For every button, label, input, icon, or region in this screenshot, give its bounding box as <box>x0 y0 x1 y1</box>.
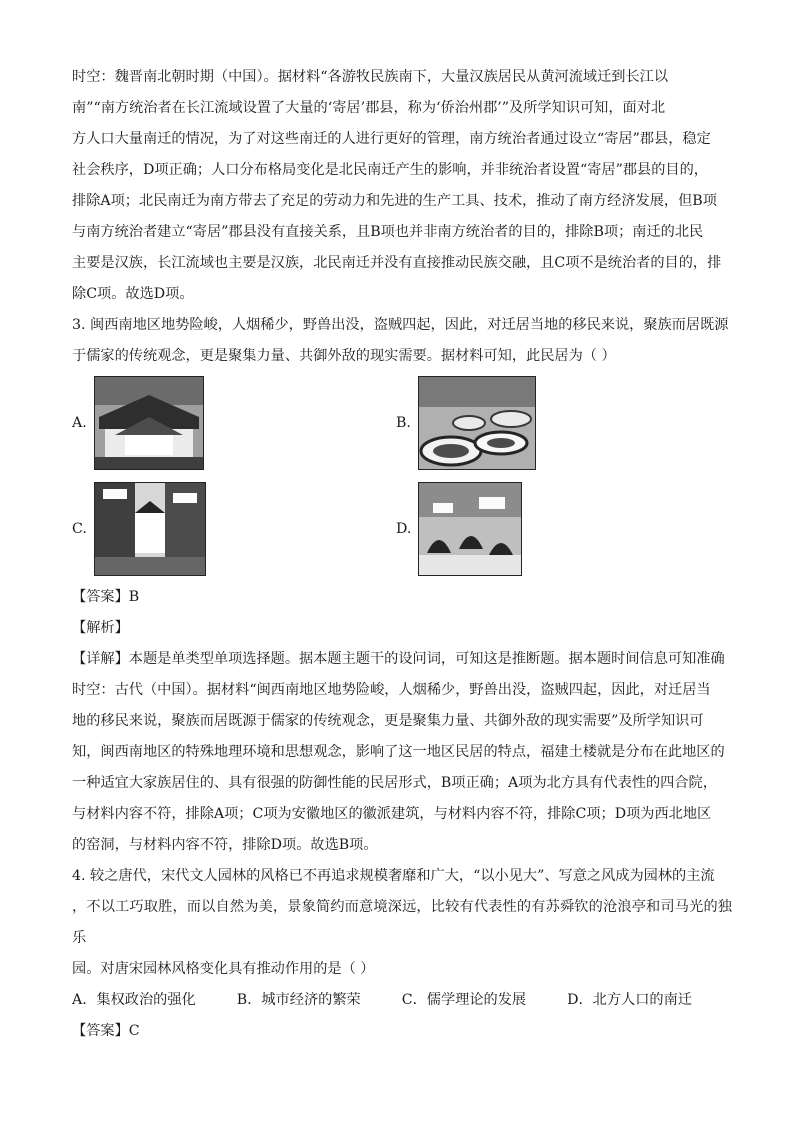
analysis-line: 知，闽西南地区的特殊地理环境和思想观念，影响了这一地区民居的特点，福建土楼就是分布在此地区的 <box>72 744 725 760</box>
analysis-line: 与材料内容不符，排除A项；C项为安徽地区的徽派建筑，与材料内容不符，排除C项；D项为西北地区 <box>72 806 712 822</box>
intro-paragraph <box>72 62 732 310</box>
question-stem-line: ，不以工巧取胜，而以自然为美，景象简约而意境深远，比较有代表性的有苏舜钦的沧浪亭和司马光的独乐 <box>72 899 732 946</box>
option-c[interactable] <box>72 482 206 576</box>
analysis-line: 一种适宜大家族居住的、具有很强的防御性能的民居形式，B项正确；A项为北方具有代表性的四合院， <box>72 775 717 791</box>
text-line: 除C项。故选D项。 <box>72 286 194 302</box>
analysis-title: 【解析】 <box>72 620 129 636</box>
option-label: B. <box>396 414 411 431</box>
option-row <box>72 985 692 1016</box>
question-stem-line: 4. 较之唐代，宋代文人园林的风格已不再追求规模奢靡和广大，“以小见大”、写意之风成为园林的主流 <box>72 868 715 884</box>
answer-line: 【答案】C <box>72 1023 140 1039</box>
text-line: 排除A项；北民南迁为南方带去了充足的劳动力和先进的生产工具、技术，推动了南方经济发展，但B项 <box>72 193 717 209</box>
analysis-line: 【详解】本题是单类型单项选择题。据本题主题干的设问词，可知这是推断题。据本题时间信息可知准确 <box>72 651 725 667</box>
analysis-line: 地的移民来说，聚族而居既源于儒家的传统观念，更是聚集力量、共御外敌的现实需要”及所学知识可 <box>72 713 704 729</box>
text-line: 时空：魏晋南北朝时期（中国）。据材料“各游牧民族南下，大量汉族居民从黄河流域迁到长江以 <box>72 69 669 85</box>
option-c[interactable]: C．儒学理论的发展 <box>401 992 527 1008</box>
option-label: C. <box>72 520 87 537</box>
option-a[interactable]: A．集权政治的强化 <box>72 992 196 1008</box>
option-label: D. <box>396 520 412 537</box>
question-3 <box>72 310 732 861</box>
huizhou-architecture-photo <box>94 482 206 576</box>
question-stem-line: 园。对唐宋园林风格变化具有推动作用的是（ ） <box>72 961 375 977</box>
text-line: 社会秩序，D项正确；人口分布格局变化是北民南迁产生的影响，并非统治者设置“寄居”郡县的目的， <box>72 162 708 178</box>
answer-line: 【答案】B <box>72 589 140 605</box>
option-d[interactable] <box>396 482 522 576</box>
question-stem-line: 于儒家的传统观念，更是聚集力量、共御外敌的现实需要。据材料可知，此民居为（ ） <box>72 348 616 364</box>
text-line: 与南方统治者建立“寄居”郡县没有直接关系，且B项也并非南方统治者的目的，排除B项；南迁的北民 <box>72 224 704 240</box>
document-page <box>72 62 732 1047</box>
analysis-line: 时空：古代（中国）。据材料“闽西南地区地势险峻，人烟稀少，野兽出没，盗贼四起，因此，对迁居当 <box>72 682 711 698</box>
option-image-grid <box>72 376 732 580</box>
text-line: 方人口大量南迁的情况，为了对这些南迁的人进行更好的管理，南方统治者通过设立“寄居”郡县，稳定 <box>72 131 711 147</box>
option-b[interactable]: B．城市经济的繁荣 <box>236 992 361 1008</box>
question-4 <box>72 861 732 1047</box>
option-label: A. <box>72 414 87 431</box>
tulou-photo <box>418 376 536 470</box>
courtyard-house-photo <box>94 376 204 470</box>
analysis-line: 的窑洞，与材料内容不符，排除D项。故选B项。 <box>72 837 378 853</box>
question-stem-line: 3. 闽西南地区地势险峻，人烟稀少，野兽出没，盗贼四起，因此，对迁居当地的移民来说，聚族而居既源 <box>72 317 729 333</box>
text-line: 主要是汉族，长江流域也主要是汉族，北民南迁并没有直接推动民族交融，且C项不是统治者的目的，排 <box>72 255 722 271</box>
option-b[interactable] <box>396 376 536 470</box>
text-line: 南”“南方统治者在长江流域设置了大量的‘寄居’郡县，称为‘侨治州郡’”及所学知识可知，面对北 <box>72 100 666 116</box>
option-a[interactable] <box>72 376 204 470</box>
cave-dwelling-photo <box>418 482 522 576</box>
option-d[interactable]: D．北方人口的南迁 <box>567 992 692 1008</box>
